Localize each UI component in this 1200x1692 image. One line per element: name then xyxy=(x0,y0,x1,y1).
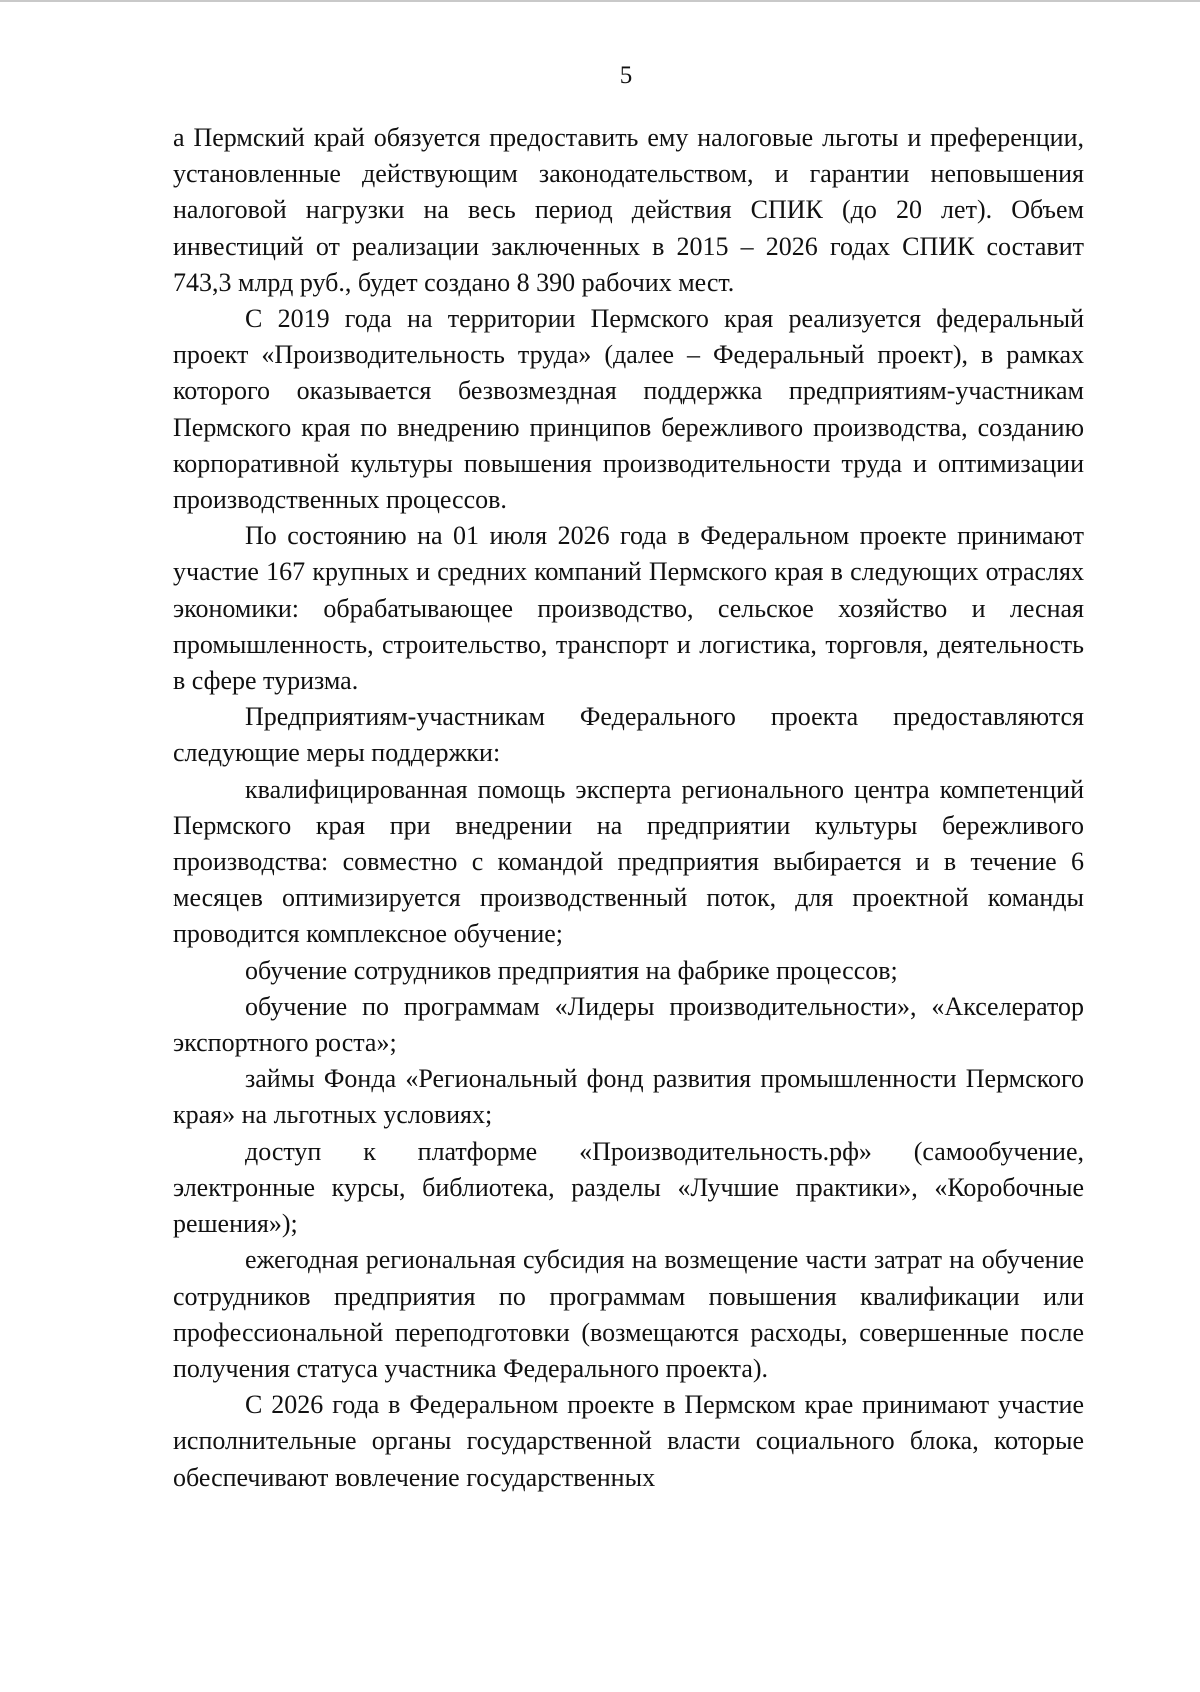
page-top-edge xyxy=(0,0,1200,2)
paragraph-federal-project-intro: С 2019 года на территории Пермского края реализуется федеральный проект «Производительность труда» (далее – Федеральный проект), в рамках которого оказывается безвозмездная поддержка предприятиям-участникам Пермского края по внедрению принципов бережливого производства, созданию корпоративной культуры повышения производительности труда и оптимизации производственных процессов. xyxy=(173,304,1084,515)
list-item-regional-subsidy: ежегодная региональная субсидия на возмещение части затрат на обучение сотрудников предприятия по программам повышения квалификации или профессиональной переподготовки (возмещаются расходы, совершенные после получения статуса участника Федерального проекта). xyxy=(173,1245,1084,1383)
paragraph-support-measures-intro: Предприятиям-участникам Федерального проекта предоставляются следующие меры поддержки: xyxy=(173,702,1084,768)
paragraph-spik-obligations: а Пермский край обязуется предоставить ему налоговые льготы и преференции, установленные действующим законодательством, и гарантии неповышения налоговой нагрузки на весь период действия СПИК (до 20 лет). Объем инвестиций от реализации заключенных в 2015 – 2026 годах СПИК составит 743,3 млрд руб., будет создано 8 390 рабочих мест. xyxy=(173,123,1084,297)
list-item-training-programs: обучение по программам «Лидеры производительности», «Акселератор экспортного роста»; xyxy=(173,991,1084,1058)
list-item-process-factory: обучение сотрудников предприятия на фабрике процессов; xyxy=(245,955,898,985)
paragraph-participants-status: По состоянию на 01 июля 2026 года в Федеральном проекте принимают участие 167 крупных и средних компаний Пермского края в следующих отраслях экономики: обрабатывающее производство, сельское хозяйство и лесная промышленность, строительство, транспорт и логистика, торговля, деятельность в сфере туризма. xyxy=(173,521,1084,696)
list-item-fund-loans: займы Фонда «Региональный фонд развития промышленности Пермского края» на льготных условиях; xyxy=(173,1064,1084,1130)
list-item-platform-access: доступ к платформе «Производительность.рф» (самообучение, электронные курсы, библиотека, разделы «Лучшие практики», «Коробочные решения»); xyxy=(173,1136,1084,1239)
page-number: 5 xyxy=(619,62,633,89)
document-body xyxy=(173,120,1084,1496)
list-item-expert-help: квалифицированная помощь эксперта регионального центра компетенций Пермского края при внедрении на предприятии культуры бережливого производства: совместно с командой предприятия выбирается и в течение 6 месяцев оптимизируется производственный поток, для проектной команды проводится комплексное обучение; xyxy=(173,774,1084,949)
paragraph-social-block: С 2026 года в Федеральном проекте в Пермском крае принимают участие исполнительные органы государственной власти социального блока, которые обеспечивают вовлечение государственных xyxy=(173,1390,1084,1492)
